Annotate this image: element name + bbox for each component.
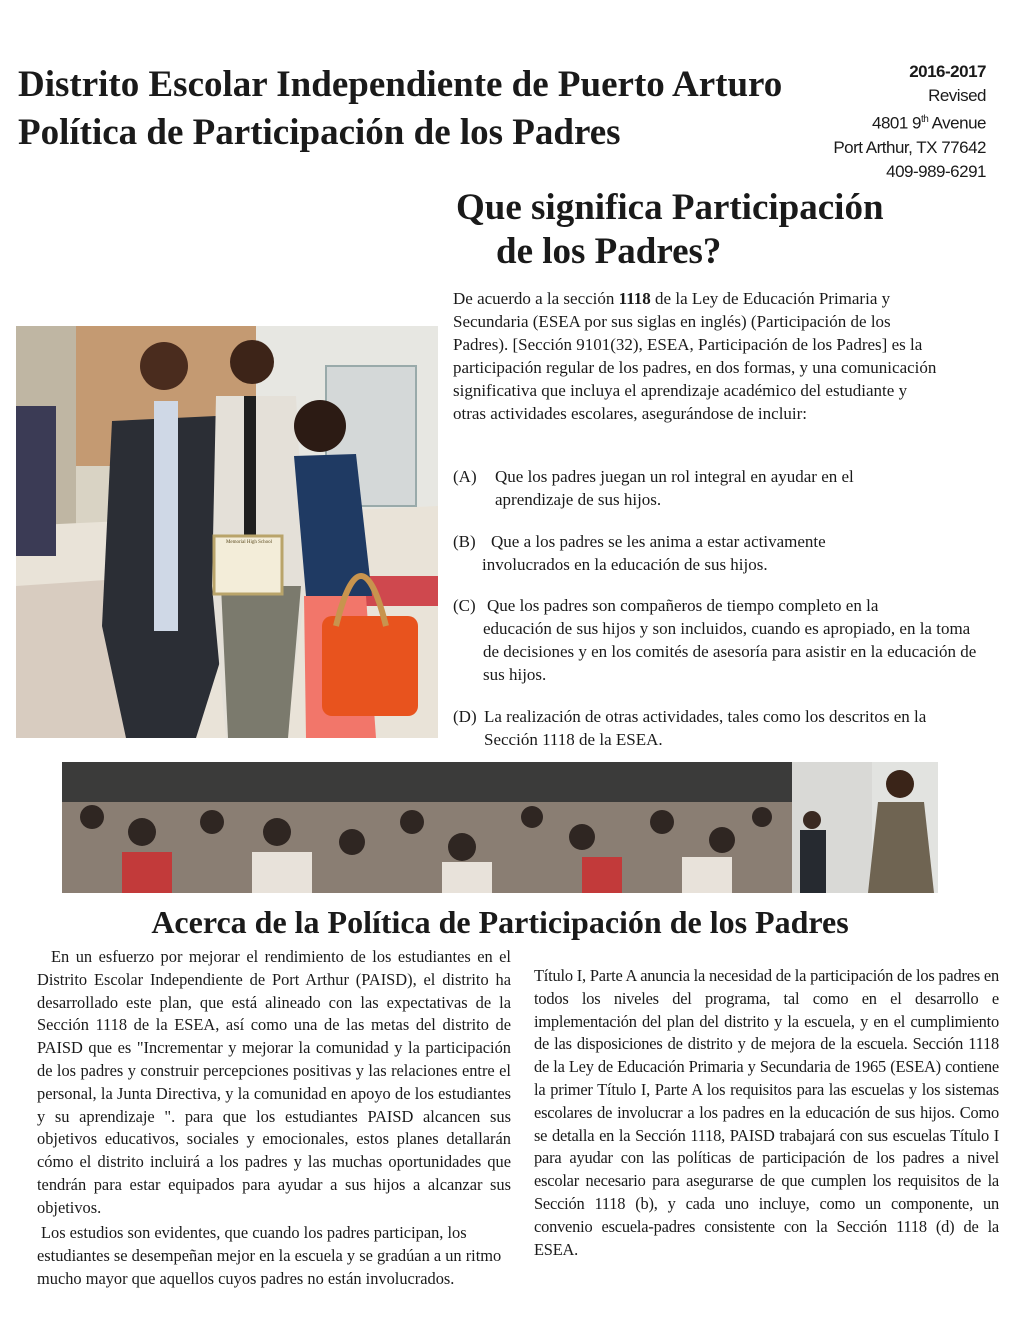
section1-heading: Que significa Participación de los Padres?	[456, 187, 884, 272]
meeting-photo	[62, 762, 938, 893]
section2-left-paragraph1: En un esfuerzo por mejorar el rendimiento de los estudiantes en el Distrito Escolar Independiente de Port Arthur (PAISD), el distrito ha desarrollado este plan, que está alineado con las expectativas de la Sección 1118 de la ESEA, así como una de las metas del distrito de PAISD que es "Incrementar y mejorar la comunidad y la participación de los padres y construir percepciones positivas y las relaciones entre el personal, la Junta Directiva, y la comunidad en apoyo de los estudiantes y su aprendizaje ". para que los estudiantes PAISD alcancen sus objetivos educativos, sociales y emocionales, estos planes detallarán cómo el distrito incluirá a los padres y las muchas oportunidades que tendrán para estar equipados para ayudar a sus hijos a alcanzar sus objetivos.	[37, 947, 511, 1217]
address: 4801 9th Avenue	[872, 113, 986, 133]
section2-heading: Acerca de la Política de Participación de los Padres	[151, 904, 849, 940]
family-photo	[16, 326, 438, 738]
page-title: Distrito Escolar Independiente de Puerto Arturo	[18, 64, 783, 105]
page-subtitle: Política de Participación de los Padres	[18, 112, 621, 153]
phone: 409-989-6291	[886, 161, 986, 181]
header-info	[766, 60, 986, 184]
revised-label: Revised	[928, 86, 986, 105]
school-year: 2016-2017	[909, 62, 986, 81]
list-item-c: (C) Que los padres son compañeros de tiempo completo en la educación de sus hijos y son incluidos, cuando es apropiado, en la toma de decisiones y en los comités de asesoría para asistir en la educación de sus hijos.	[453, 596, 977, 684]
list-item-d: (D) La realización de otras actividades, tales como los descritos en la Sección 1118 de la ESEA.	[453, 707, 927, 749]
section2-right-paragraph: Título I, Parte A anuncia la necesidad de la participación de los padres en todos los niveles del programa, tal como en el desarrollo e implementación del plan del distrito y la escuela, y en el cumplimiento de las disposiciones de distrito y de mejora de la escuela. Sección 1118 de la Ley de Educación Primaria y Secundaria de 1965 (ESEA) contiene la primer Título I, Parte A los requisitos para las escuelas y los sistemas escolares de involucrar a los padres en la educación de sus hijos. Como se detalla en la Sección 1118, PAISD trabajará con sus escuelas Título I para ayudar con las políticas de participación de los padres a nivel escolar necesario para asegurarse de que cumplen los requisitos de la Sección 1118 (b), y cada uno incluye, como un componente, un convenio escuela-padres consistente con la Sección 1118 (d) de la ESEA.	[534, 966, 999, 1259]
section1-intro: De acuerdo a la sección 1118 de la Ley de Educación Primaria y Secundaria (ESEA por sus siglas en inglés) (Participación de los Padres). [Sección 9101(32), ESEA, Participación de los Padres] es la participación regular de los padres, en dos formas, y una comunicación significativa que incluya el aprendizaje académico del estudiante y otras actividades escolares, asegurándose de incluir:	[453, 289, 937, 423]
certificate-text: Memorial High School	[225, 540, 273, 545]
list-item-a: (A) Que los padres juegan un rol integral en ayudar en el aprendizaje de sus hijos.	[453, 467, 854, 509]
city: Port Arthur, TX 77642	[833, 137, 986, 157]
section2-left-paragraph2: Los estudios son evidentes, que cuando los padres participan, los estudiantes se desempeñan mejor en la escuela y se gradúan a un ritmo mucho mayor que aquellos cuyos padres no están involucrados.	[37, 1223, 502, 1288]
list-item-b: (B) Que a los padres se les anima a estar activamente involucrados en la educación de sus hijos.	[453, 532, 826, 574]
